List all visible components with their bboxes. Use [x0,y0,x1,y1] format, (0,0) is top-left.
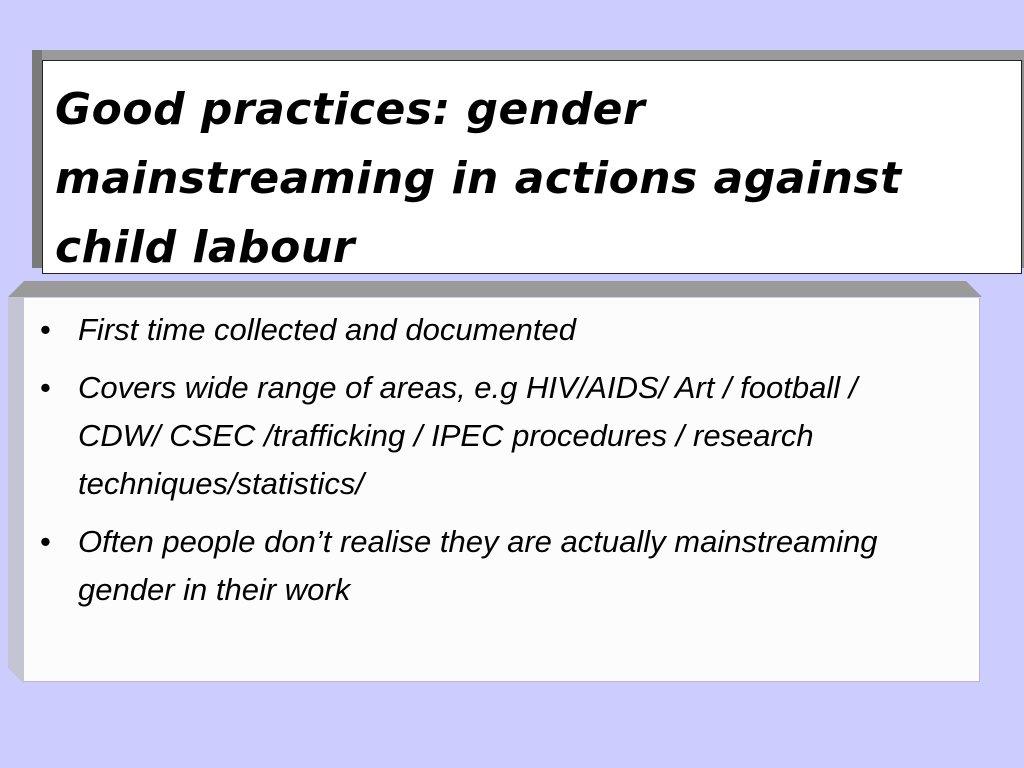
bullet-icon: • [40,370,51,405]
bullet-icon: • [40,312,51,347]
bullet-text: Covers wide range of areas, e.g HIV/AIDS/ Art / football / CDW/ CSEC /trafficking / IPEC procedures / research techniques/statistics/ [78,370,858,501]
title-box [42,60,1022,274]
bullet-icon: • [40,524,51,559]
bullet-item [40,364,934,508]
bullet-text: First time collected and documented [78,312,576,347]
bullet-list [40,306,934,624]
title-bevel-left [32,50,42,268]
bullet-text: Often people don’t realise they are actually mainstreaming gender in their work [78,524,878,607]
bullet-item [40,518,934,614]
content-panel [24,298,980,682]
title-bevel-top [32,50,1024,60]
slide-title: Good practices: gender mainstreaming in actions against child labour [55,84,902,273]
bullet-item [40,306,934,354]
